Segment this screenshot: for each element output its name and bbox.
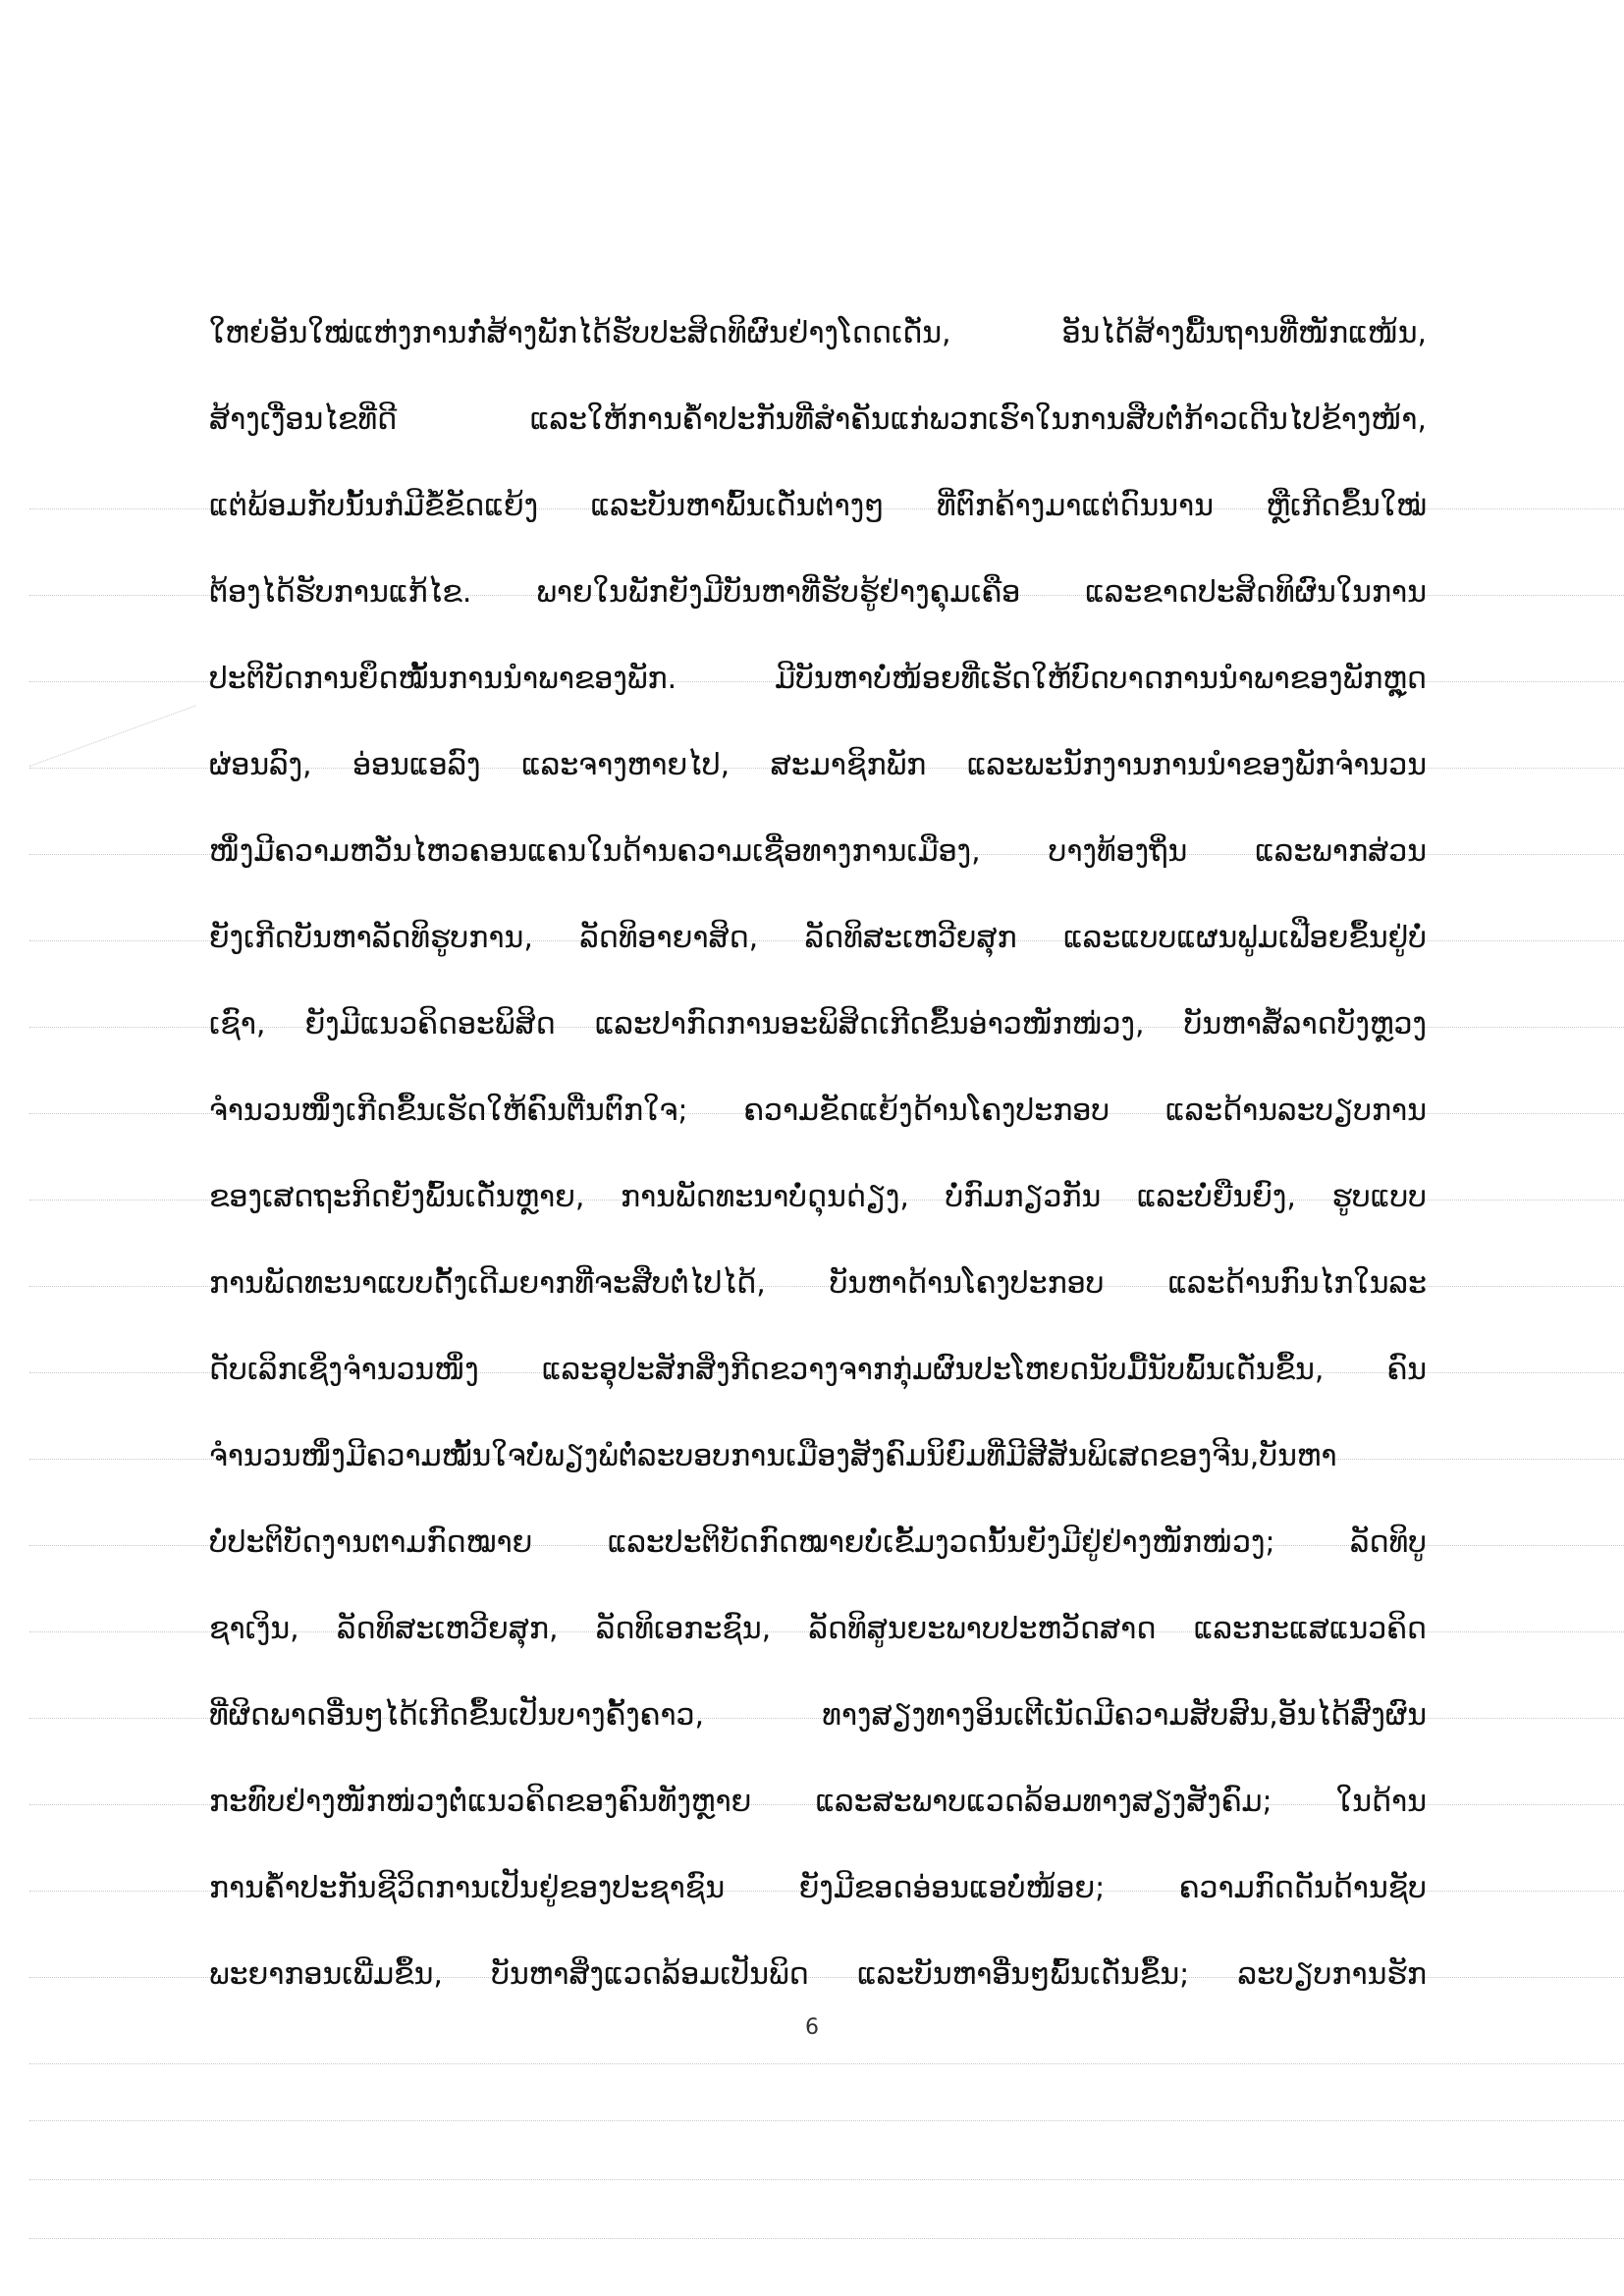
scan-guide-line [29, 2179, 1624, 2180]
text-line: ສ້າງເງື່ອນໄຂທີ່ດີ ແລະໃຫ້ການຄໍ້າປະກັນທີ່ສໍາຄັນແກ່ພວກເຮົາໃນການສືບຕໍ່ກ້າວເດີນໄປຂ້າງໜ້າ, [209, 402, 1427, 437]
text-line: ຈໍານວນໜຶ່ງເກີດຂຶ້ນເຮັດໃຫ້ຄົນຕື່ນຕົກໃຈ; ຄວາມຂັດແຍ້ງດ້ານໂຄງປະກອບ ແລະດ້ານລະບຽບການ [209, 1094, 1427, 1128]
text-line: ການຄໍ້າປະກັນຊີວິດການເປັນຢູ່ຂອງປະຊາຊົນ ຍັງມີຂອດອ່ອນແອບໍ່ໜ້ອຍ; ຄວາມກົດດັນດ້ານຊັບ [209, 1871, 1427, 1905]
text-line: ຊາເງິນ, ລັດທິສະເຫວີຍສຸກ, ລັດທິເອກະຊົນ, ລັດທິສູນຍະພາບປະຫວັດສາດ ແລະກະແສແນວຄິດ [209, 1612, 1427, 1646]
text-line: ກະທົບຢ່າງໜັກໜ່ວງຕໍ່ແນວຄິດຂອງຄົນທັງຫຼາຍ ແລະສະພາບແວດລ້ອມທາງສຽງສັງຄົມ; ໃນດ້ານ [209, 1785, 1427, 1819]
text-line: ດັບເລິກເຊິ່ງຈໍານວນໜຶ່ງ ແລະອຸປະສັກສິ່ງກີດຂວາງຈາກກຸ່ມຜົນປະໂຫຍດນັບມື້ນັບພົ້ນເດັ່ນຂຶ້ນ, ຄົນ [209, 1353, 1427, 1387]
text-line: ທີ່ຜິດພາດອື່ນໆໄດ້ເກີດຂຶ້ນເປັນບາງຄັ້ງຄາວ, ທາງສຽງທາງອິນເຕີເນັດມີຄວາມສັບສົນ,ອັນໄດ້ສົ່ງຜົນ [209, 1698, 1427, 1733]
text-line: ແຕ່ພ້ອມກັບນັ້ນກໍມີຂໍ້ຂັດແຍ້ງ ແລະບັນຫາພົ້ນເດັ່ນຕ່າງໆ ທີ່ຕົກຄ້າງມາແຕ່ດົນນານ ຫຼືເກີດຂຶ້ນໃໝ່ [209, 489, 1427, 523]
text-line: ໜຶ່ງມີຄວາມຫວັ່ນໄຫວຄອນແຄນໃນດ້ານຄວາມເຊື່ອທາງການເມືອງ, ບາງທ້ອງຖິ່ນ ແລະພາກສ່ວນ [209, 834, 1427, 869]
text-line: ຕ້ອງໄດ້ຮັບການແກ້ໄຂ. ພາຍໃນພັກຍັງມີບັນຫາທີ່ຮັບຮູ້ຢ່າງຄຸມເຄືອ ແລະຂາດປະສິດທິຜົນໃນການ [209, 575, 1427, 610]
text-line: ບໍ່ປະຕິບັດງານຕາມກົດໝາຍ ແລະປະຕິບັດກົດໝາຍບໍ່ເຂັ້ມງວດນັ້ນຍັງມີຢູ່ຢ່າງໜັກໜ່ວງ; ລັດທິບູ [209, 1525, 1427, 1560]
text-line: ຜ່ອນລົງ, ອ່ອນແອລົງ ແລະຈາງຫາຍໄປ, ສະມາຊິກພັກ ແລະພະນັກງານການນໍາຂອງພັກຈໍານວນ [209, 748, 1427, 782]
scan-guide-line [29, 2120, 1624, 2121]
text-line: ຍັງເກີດບັນຫາລັດທິຮູບການ, ລັດທິອາຍາສິດ, ລັດທິສະເຫວີຍສຸກ ແລະແບບແຜນຟູມເຟືອຍຂຶ້ນຢູ່ບໍ່ [209, 921, 1427, 955]
scan-guide-diagonal [29, 705, 195, 767]
text-line: ພະຍາກອນເພີ່ມຂຶ້ນ, ບັນຫາສິ່ງແວດລ້ອມເປັນພິດ ແລະບັນຫາອື່ນໆພົ້ນເດັ່ນຂຶ້ນ; ລະບຽບການຮັກ [209, 1957, 1427, 1992]
text-line: ຂອງເສດຖະກິດຍັງພົ້ນເດັ່ນຫຼາຍ, ການພັດທະນາບໍ່ດຸນດ່ຽງ, ບໍ່ກົມກຽວກັນ ແລະບໍ່ຍືນຍົງ, ຮູບແບບ [209, 1180, 1427, 1214]
scan-guide-line [29, 2238, 1624, 2239]
text-line: ຈໍານວນໜຶ່ງມີຄວາມໝັ້ນໃຈບໍ່ພຽງພໍຕໍ່ລະບອບການເມືອງສັງຄົມນິຍົມທີ່ມີສີສັນພິເສດຂອງຈີນ,ບັນຫາ [209, 1439, 1337, 1473]
text-line: ເຊົາ, ຍັງມີແນວຄິດອະພິສິດ ແລະປາກົດການອະພິສິດເກີດຂຶ້ນອ່າວໜັກໜ່ວງ, ບັນຫາສໍ້ລາດບັງຫຼວງ [209, 1007, 1427, 1041]
text-line: ໃຫຍ່ອັນໃໝ່ແຫ່ງການກໍ່ສ້າງພັກໄດ້ຮັບປະສິດທິຜົນຢ່າງໂດດເດັ່ນ, ອັນໄດ້ສ້າງພື້ນຖານທີ່ໜັກແໜ້ນ, [209, 316, 1427, 350]
text-line: ການພັດທະນາແບບດັ້ງເດີມຍາກທີ່ຈະສືບຕໍ່ໄປໄດ້, ບັນຫາດ້ານໂຄງປະກອບ ແລະດ້ານກົນໄກໃນລະ [209, 1266, 1427, 1301]
text-line: ປະຕິບັດການຍຶດໝັ້ນການນໍາພາຂອງພັກ. ມີບັນຫາບໍ່ໜ້ອຍທີ່ເຮັດໃຫ້ບົດບາດການນໍາພາຂອງພັກຫຼຸດ [209, 662, 1427, 696]
scan-guide-line [29, 2063, 1624, 2064]
body-text [209, 291, 1427, 2018]
page-number: 6 [805, 2015, 819, 2040]
